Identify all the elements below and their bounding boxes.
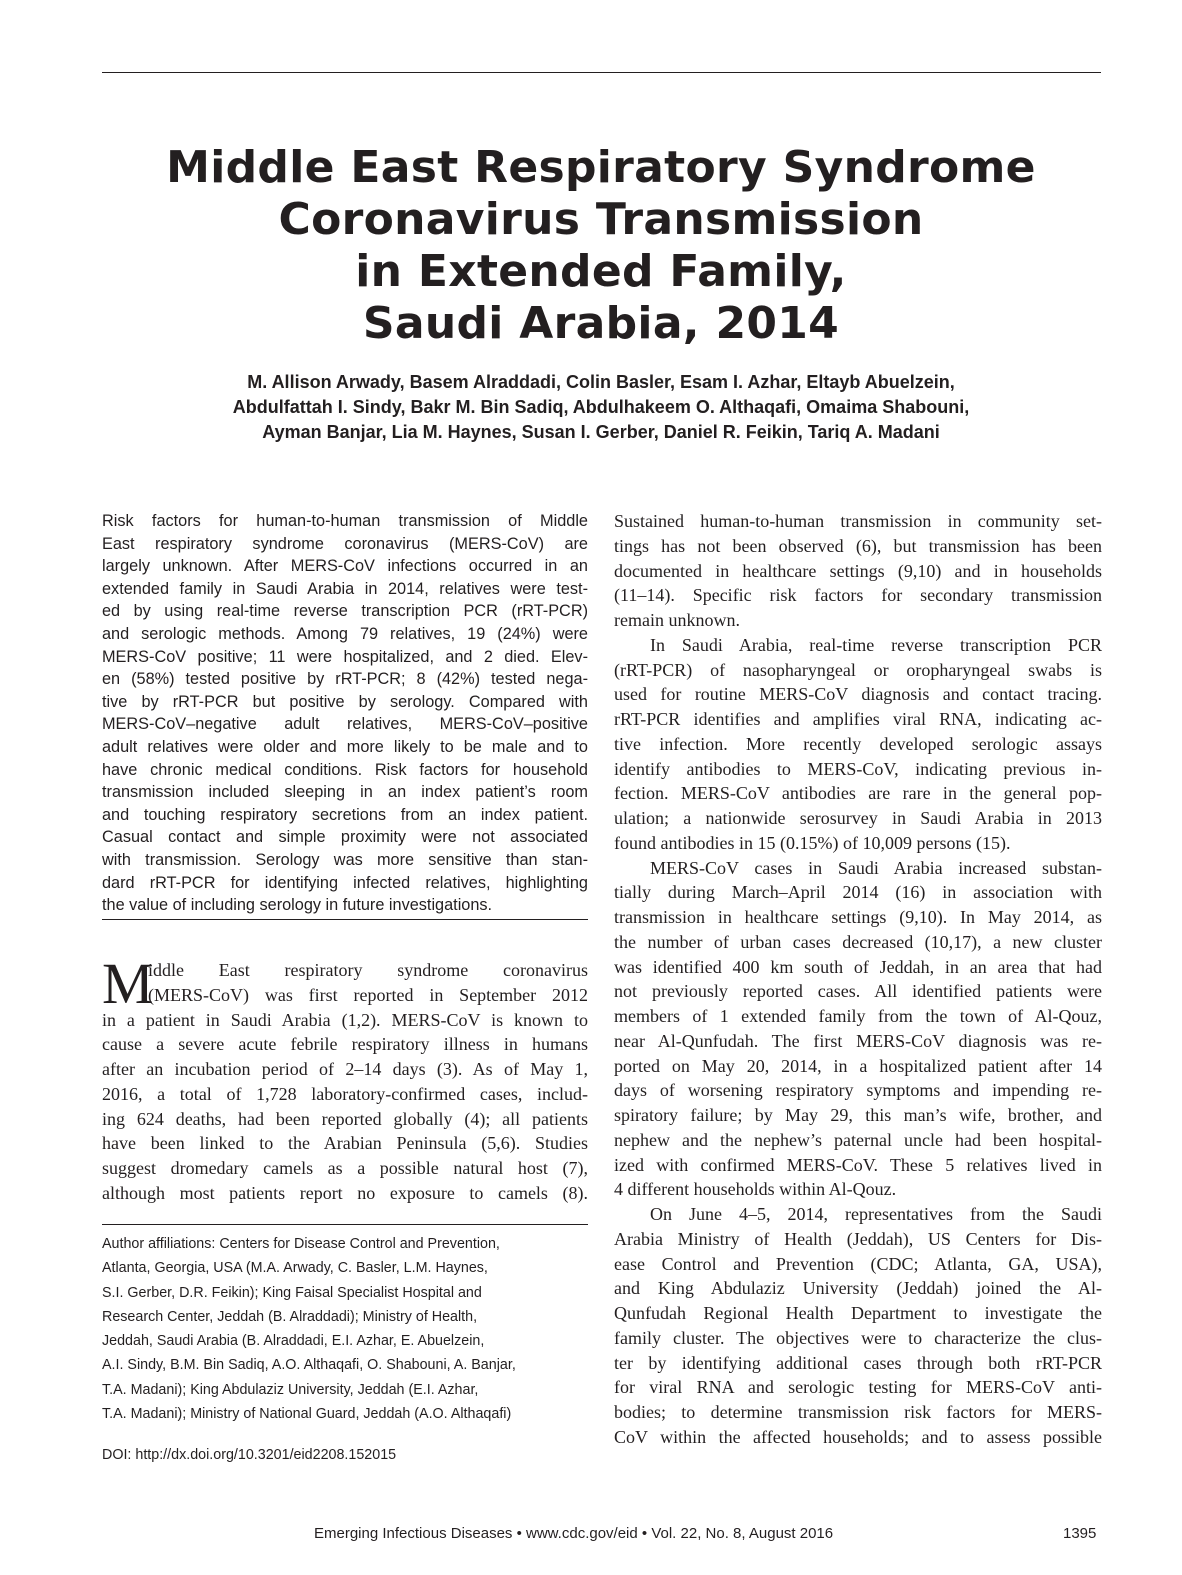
body-line: 2016, a total of 1,728 laboratory-confirmed cases, includ- [102, 1083, 588, 1104]
affiliation-line: Jeddah, Saudi Arabia (B. Alraddadi, E.I. Azhar, E. Abuelzein, [102, 1333, 485, 1350]
body-line: In Saudi Arabia, real-time reverse transcription PCR [650, 634, 1102, 655]
body-line: have been linked to the Arabian Peninsula (5,6). Studies [102, 1133, 588, 1154]
abstract-line: adult relatives were older and more likely to be male and to [102, 737, 588, 756]
author-affiliations [102, 1232, 588, 1426]
intro-paragraph [102, 951, 588, 1206]
title-line: Middle East Respiratory Syndrome [166, 142, 1036, 193]
body-line: not previously reported cases. All identified patients were [614, 981, 1102, 1002]
abstract-line: en (58%) tested positive by rRT-PCR; 8 (42%) tested nega- [102, 670, 588, 689]
body-line: tially during March–April 2014 (16) in association with [614, 882, 1102, 903]
body-line: bodies; to determine transmission risk factors for MERS- [614, 1402, 1102, 1422]
body-line: members of 1 extended family from the town of Al-Qouz, [614, 1006, 1102, 1026]
abstract-line: largely unknown. After MERS-CoV infections occurred in an [102, 557, 588, 576]
abstract-line: transmission included sleeping in an index patient’s room [102, 783, 588, 802]
title-line: in Extended Family, [355, 246, 847, 297]
body-line: near Al-Qunfudah. The first MERS-CoV diagnosis was re- [614, 1030, 1102, 1051]
affiliation-line: S.I. Gerber, D.R. Feikin); King Faisal Specialist Hospital and [102, 1284, 482, 1301]
affiliation-line: Author affiliations: Centers for Disease Control and Prevention, [102, 1236, 500, 1252]
abstract-line: East respiratory syndrome coronavirus (MERS-CoV) are [102, 534, 588, 553]
abstract-line: MERS-CoV positive; 11 were hospitalized, and 2 died. Elev- [102, 647, 588, 666]
body-line: although most patients report no exposure to camels (8). [102, 1182, 588, 1203]
journal-citation: Emerging Infectious Diseases • www.cdc.gov/eid • Vol. 22, No. 8, August 2016 [314, 1525, 834, 1542]
affiliation-line: Atlanta, Georgia, USA (M.A. Arwady, C. Basler, L.M. Haynes, [102, 1260, 488, 1277]
header-rule [102, 72, 1101, 73]
author-list [90, 370, 1112, 445]
body-line: documented in healthcare settings (9,10) and in households [614, 560, 1102, 581]
body-line: Qunfudah Regional Health Department to investigate the [614, 1303, 1102, 1323]
body-line: ease Control and Prevention (CDC; Atlanta, GA, USA), [614, 1253, 1102, 1274]
abstract-line: Casual contact and simple proximity were not associated [102, 828, 588, 847]
body-line: (11–14). Specific risk factors for secondary transmission [614, 585, 1102, 606]
title-line: Coronavirus Transmission [278, 194, 924, 245]
abstract-line: have chronic medical conditions. Risk factors for household [102, 760, 588, 779]
body-line: days of worsening respiratory symptoms and impending re- [614, 1080, 1102, 1101]
author-line: Ayman Banjar, Lia M. Haynes, Susan I. Gerber, Daniel R. Feikin, Tariq A. Madani [262, 422, 940, 442]
body-line: and King Abdulaziz University (Jeddah) joined the Al- [614, 1278, 1102, 1299]
affiliation-rule [102, 1224, 588, 1225]
body-line: ized with confirmed MERS-CoV. These 5 relatives lived in [614, 1154, 1102, 1175]
affiliation-line: A.I. Sindy, B.M. Bin Sadiq, A.O. Althaqafi, O. Shabouni, A. Banjar, [102, 1357, 516, 1374]
body-line: for viral RNA and serologic testing for MERS-CoV anti- [614, 1377, 1102, 1398]
abstract-line: Risk factors for human-to-human transmission of Middle [102, 512, 588, 530]
body-line: (MERS-CoV) was first reported in September 2012 [148, 984, 588, 1005]
body-line: spiratory failure; by May 29, this man’s wife, brother, and [614, 1105, 1102, 1125]
body-line: nephew and the nephew’s paternal uncle had been hospital- [614, 1129, 1102, 1150]
author-line: Abdulfattah I. Sindy, Bakr M. Bin Sadiq, Abdulhakeem O. Althaqafi, Omaima Shabouni, [232, 397, 970, 417]
body-line: ing 624 deaths, had been reported globally (4); all patients [102, 1108, 588, 1129]
abstract-line: and serologic methods. Among 79 relatives, 19 (24%) were [102, 624, 588, 643]
body-line: cause a severe acute febrile respiratory illness in humans [102, 1034, 588, 1055]
body-line: tive infection. More recently developed serologic assays [614, 733, 1102, 754]
body-line: transmission in healthcare settings (9,10). In May 2014, as [614, 907, 1102, 927]
body-line: found antibodies in 15 (0.15%) of 10,009 persons (15). [614, 832, 1011, 853]
body-line: fection. MERS-CoV antibodies are rare in the general pop- [614, 783, 1102, 804]
body-line: ter by identifying additional cases through both rRT-PCR [614, 1352, 1102, 1373]
body-line: in a patient in Saudi Arabia (1,2). MERS-CoV is known to [102, 1009, 588, 1030]
article-title [60, 142, 1142, 350]
body-line: remain unknown. [614, 610, 740, 630]
abstract-line: MERS-CoV–negative adult relatives, MERS-CoV–positive [102, 715, 588, 734]
abstract-rule [102, 919, 588, 920]
abstract-line: ed by using real-time reverse transcription PCR (rRT-PCR) [102, 602, 588, 621]
abstract-line: tive by rRT-PCR but positive by serology. Compared with [102, 692, 588, 711]
abstract-line: dard rRT-PCR for identifying infected relatives, highlighting [102, 873, 588, 892]
body-line: used for routine MERS-CoV diagnosis and contact tracing. [614, 684, 1102, 705]
abstract-line: the value of including serology in future investigations. [102, 896, 493, 915]
body-line: iddle East respiratory syndrome coronavirus [148, 960, 588, 980]
body-line: rRT-PCR identifies and amplifies viral RNA, indicating ac- [614, 709, 1102, 729]
body-line: tings has not been observed (6), but transmission has been [614, 535, 1102, 556]
abstract-line: and touching respiratory secretions from an index patient. [102, 805, 588, 824]
body-line: Sustained human-to-human transmission in community set- [614, 511, 1102, 531]
affiliation-line: Research Center, Jeddah (B. Alraddadi); Ministry of Health, [102, 1308, 478, 1325]
body-line: suggest dromedary camels as a possible natural host (7), [102, 1158, 588, 1178]
title-line: Saudi Arabia, 2014 [362, 298, 840, 349]
body-line: ported on May 20, 2014, in a hospitalized patient after 14 [614, 1055, 1102, 1076]
author-line: M. Allison Arwady, Basem Alraddadi, Colin Basler, Esam I. Azhar, Eltayb Abuelzein, [247, 372, 955, 392]
body-line: the number of urban cases decreased (10,17), a new cluster [614, 931, 1102, 952]
body-line: MERS-CoV cases in Saudi Arabia increased substan- [650, 857, 1102, 878]
body-line: ulation; a nationwide serosurvey in Saudi Arabia in 2013 [614, 808, 1102, 828]
drop-cap: M [102, 951, 154, 1016]
affiliation-line: T.A. Madani); King Abdulaziz University, Jeddah (E.I. Azhar, [102, 1381, 479, 1398]
body-line: identify antibodies to MERS-CoV, indicating previous in- [614, 758, 1102, 779]
abstract [102, 510, 588, 917]
body-line: CoV within the affected households; and to assess possible [614, 1426, 1102, 1447]
doi-link[interactable]: DOI: http://dx.doi.org/10.3201/eid2208.152015 [102, 1447, 397, 1463]
body-line: (rRT-PCR) of nasopharyngeal or oropharyngeal swabs is [614, 659, 1102, 680]
body-line: was identified 400 km south of Jeddah, in an area that had [614, 956, 1102, 977]
body-line: after an incubation period of 2–14 days (3). As of May 1, [102, 1059, 588, 1079]
abstract-line: with transmission. Serology was more sensitive than stan- [102, 850, 588, 869]
body-line: Arabia Ministry of Health (Jeddah), US Centers for Dis- [614, 1228, 1102, 1249]
body-line: 4 different households within Al-Qouz. [614, 1179, 897, 1200]
body-line: On June 4–5, 2014, representatives from the Saudi [650, 1204, 1102, 1224]
abstract-line: extended family in Saudi Arabia in 2014, relatives were test- [102, 579, 588, 598]
affiliation-line: T.A. Madani); Ministry of National Guard, Jeddah (A.O. Althaqafi) [102, 1406, 512, 1423]
right-column [614, 509, 1102, 1450]
page-number: 1395 [1063, 1525, 1097, 1542]
body-line: family cluster. The objectives were to characterize the clus- [614, 1327, 1102, 1348]
